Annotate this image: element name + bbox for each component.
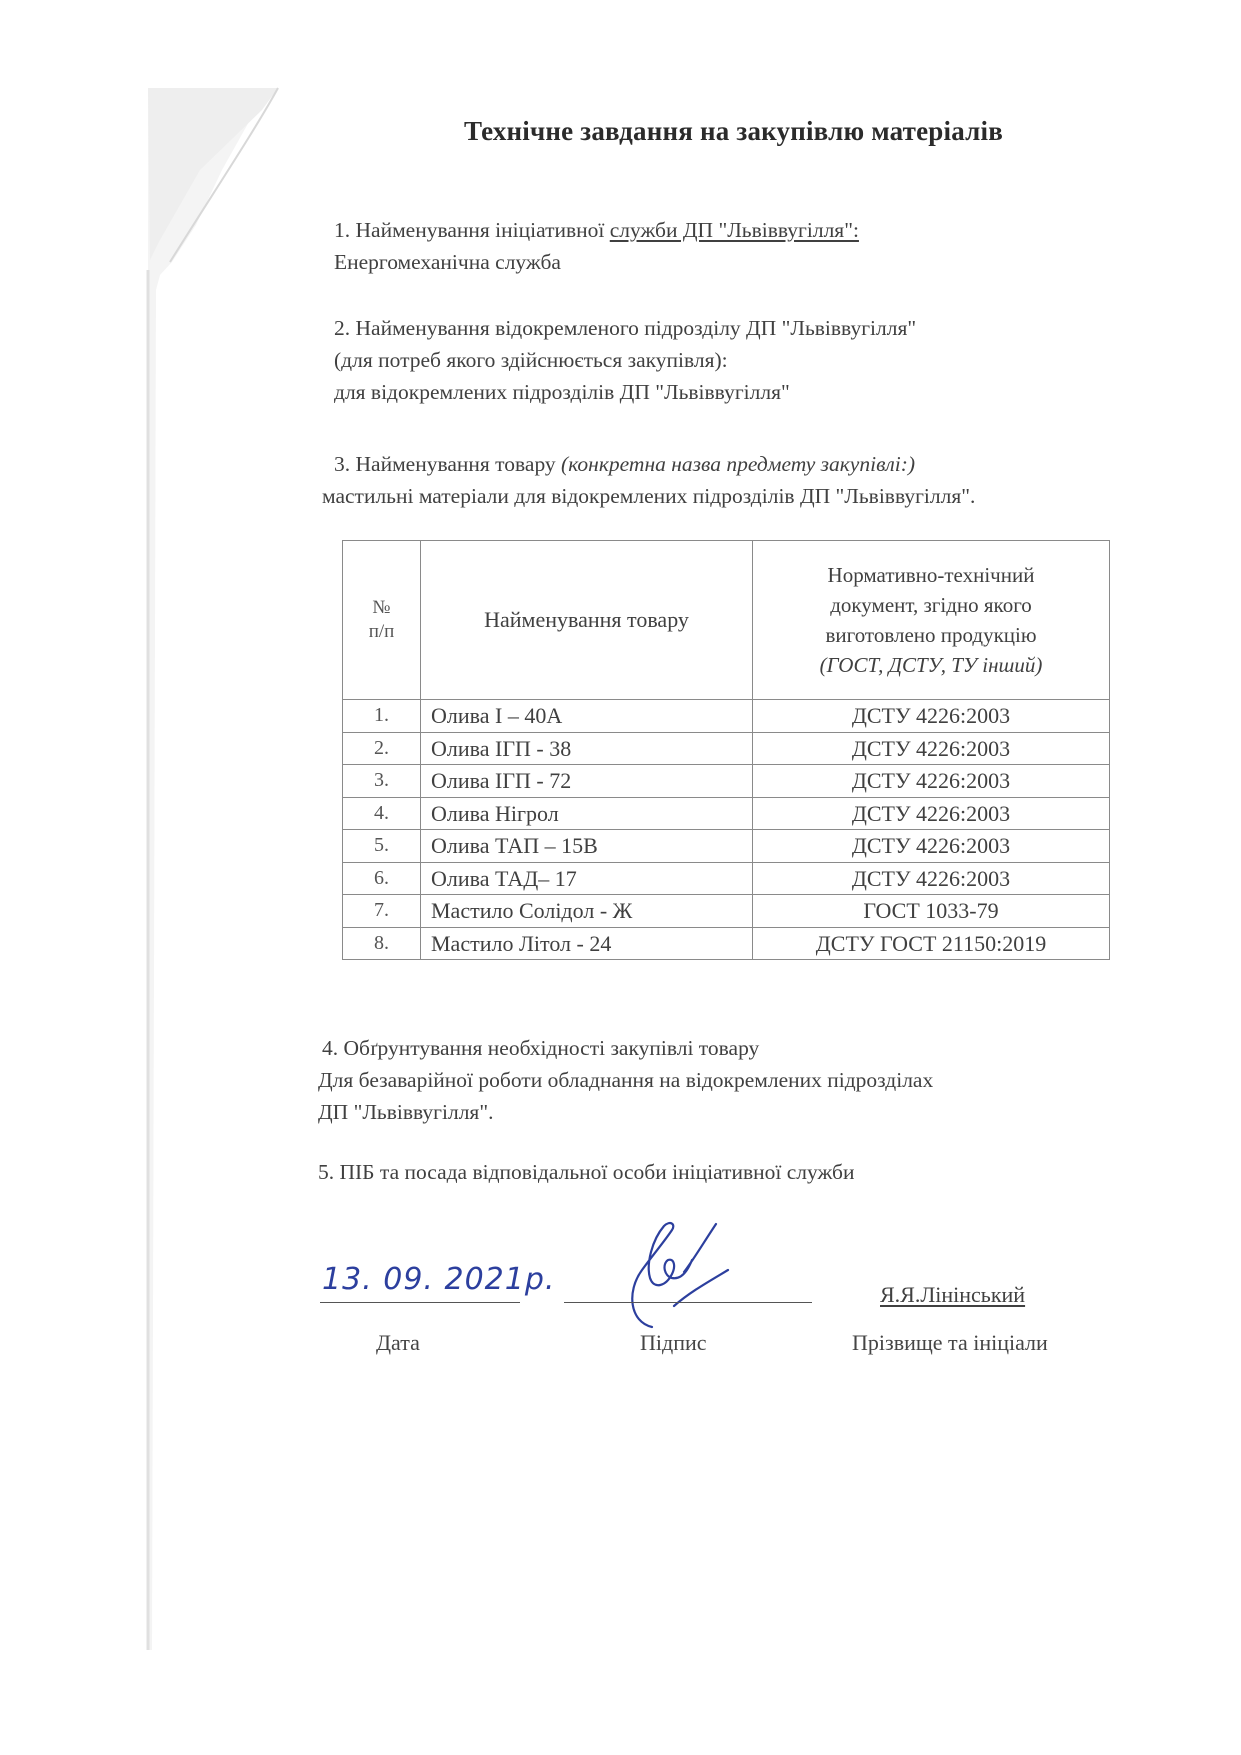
section-3-heading-italic: (конкретна назва предмету закупівлі:) [561, 452, 916, 476]
header-number-line2: п/п [368, 621, 395, 642]
row-normative-document: ДСТУ 4226:2003 [753, 797, 1110, 830]
header-normative-document [753, 541, 1110, 700]
row-normative-document: ДСТУ ГОСТ 21150:2019 [753, 927, 1110, 960]
section-4-value-line2: ДП "Львіввугілля". [318, 1100, 494, 1124]
section-1-heading-prefix: 1. Найменування ініціативної [334, 218, 610, 242]
table-header-row [343, 541, 1110, 700]
section-1-value: Енергомеханічна служба [334, 250, 561, 274]
header-number [343, 541, 421, 700]
section-justification [318, 1032, 933, 1128]
section-4-value-line1: Для безаварійної роботи обладнання на відокремлених підрозділах [318, 1068, 934, 1092]
section-5-heading: 5. ПІБ та посада відповідальної особи ініціативної служби [318, 1160, 855, 1184]
row-normative-document: ДСТУ 4226:2003 [753, 862, 1110, 895]
section-2-value: для відокремлених підрозділів ДП "Львіввугілля" [334, 380, 790, 404]
row-number: 6. [343, 862, 421, 895]
table-row [343, 732, 1110, 765]
section-responsible-person [318, 1156, 854, 1188]
caption-full-name: Прізвище та ініціали [852, 1330, 1048, 1355]
signature-line [564, 1302, 812, 1303]
row-goods-name: Олива ІГП - 72 [421, 765, 753, 798]
section-initiating-service [334, 214, 859, 278]
row-normative-document: ДСТУ 4226:2003 [753, 765, 1110, 798]
row-number: 1. [343, 700, 421, 733]
header-doc-line2: документ, згідно якого [830, 593, 1032, 617]
handwritten-signature [612, 1212, 732, 1342]
table-row [343, 765, 1110, 798]
header-doc-line3: виготовлено продукцію [825, 623, 1037, 647]
row-number: 5. [343, 830, 421, 863]
row-goods-name: Олива ТАП – 15В [421, 830, 753, 863]
section-1-heading [334, 214, 859, 246]
section-4-heading: 4. Обґрунтування необхідності закупівлі товару [322, 1036, 760, 1060]
row-goods-name: Мастило Літол - 24 [421, 927, 753, 960]
section-2-note: (для потреб якого здійснюється закупівля): [334, 348, 728, 372]
responsible-person-name: Я.Я.Лінінський [880, 1282, 1026, 1307]
section-goods-name [322, 448, 975, 512]
handwritten-date: 13. 09. 2021р. [322, 1262, 556, 1297]
row-goods-name: Мастило Солідол - Ж [421, 895, 753, 928]
caption-date: Дата [376, 1330, 420, 1355]
header-doc-line4: (ГОСТ, ДСТУ, ТУ інший) [819, 653, 1043, 677]
document-title: Технічне завдання на закупівлю матеріалів [464, 116, 1003, 146]
row-number: 4. [343, 797, 421, 830]
goods-table [342, 540, 1110, 960]
section-3-value: мастильні матеріали для відокремлених підрозділів ДП "Львіввугілля". [322, 484, 976, 508]
row-number: 7. [343, 895, 421, 928]
header-doc-line1: Нормативно-технічний [827, 563, 1035, 587]
section-2-heading: 2. Найменування відокремленого підрозділу ДП "Львіввугілля" [334, 316, 917, 340]
table-row [343, 830, 1110, 863]
row-normative-document: ДСТУ 4226:2003 [753, 830, 1110, 863]
row-number: 2. [343, 732, 421, 765]
table-row [343, 797, 1110, 830]
table-row [343, 927, 1110, 960]
table-row [343, 895, 1110, 928]
row-normative-document: ДСТУ 4226:2003 [753, 700, 1110, 733]
section-1-heading-underlined: служби ДП "Львіввугілля": [609, 218, 859, 242]
table-row [343, 700, 1110, 733]
row-normative-document: ДСТУ 4226:2003 [753, 732, 1110, 765]
date-line [320, 1302, 520, 1303]
caption-signature: Підпис [640, 1330, 707, 1355]
section-subdivision [334, 312, 916, 408]
row-normative-document: ГОСТ 1033-79 [753, 895, 1110, 928]
section-3-heading [322, 448, 975, 480]
table-row [343, 862, 1110, 895]
header-number-line1: № [372, 597, 391, 618]
row-goods-name: Олива ТАД– 17 [421, 862, 753, 895]
row-goods-name: Олива ІГП - 38 [421, 732, 753, 765]
header-goods-name: Найменування товару [421, 541, 753, 700]
row-goods-name: Олива І – 40А [421, 700, 753, 733]
section-3-heading-text: 3. Найменування товару [334, 452, 562, 476]
row-goods-name: Олива Нігрол [421, 797, 753, 830]
row-number: 8. [343, 927, 421, 960]
row-number: 3. [343, 765, 421, 798]
